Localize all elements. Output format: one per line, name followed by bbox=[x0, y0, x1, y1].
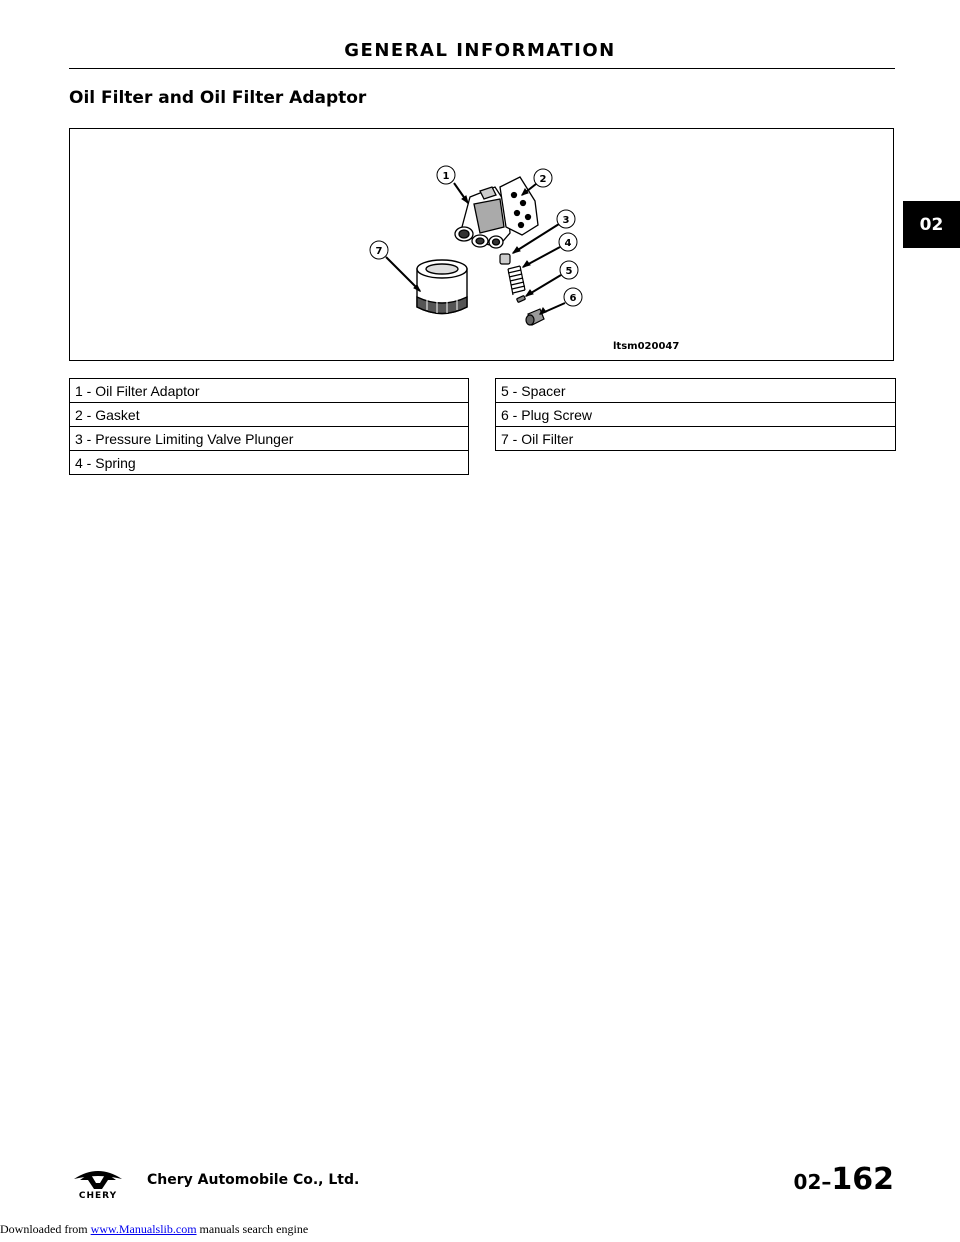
legend-table-right bbox=[495, 378, 896, 451]
section-tab[interactable]: 02 bbox=[903, 201, 960, 248]
callout-label-1: 1 bbox=[442, 171, 450, 182]
valve-plunger-drawing bbox=[500, 254, 510, 264]
callout-label-6: 6 bbox=[569, 293, 577, 304]
legend-item: 7 - Oil Filter bbox=[496, 427, 896, 451]
callout-label-5: 5 bbox=[565, 266, 573, 277]
header-divider bbox=[69, 68, 895, 69]
figure-id: ltsm020047 bbox=[613, 341, 680, 352]
legend-item: 5 - Spacer bbox=[496, 379, 896, 403]
legend-row bbox=[70, 379, 469, 403]
footer-company: Chery Automobile Co., Ltd. bbox=[147, 1172, 360, 1188]
callout-arrow-3 bbox=[513, 247, 520, 253]
legend-row bbox=[496, 427, 896, 451]
chery-logo bbox=[68, 1165, 128, 1204]
callout-arrow-4 bbox=[523, 261, 530, 267]
section-title: Oil Filter and Oil Filter Adaptor bbox=[69, 88, 367, 108]
legend-item: 3 - Pressure Limiting Valve Plunger bbox=[70, 427, 469, 451]
legend-row bbox=[70, 451, 469, 475]
manualslib-link[interactable]: www.Manualslib.com bbox=[90, 1222, 197, 1236]
header-title: GENERAL INFORMATION bbox=[344, 40, 616, 61]
oil-filter-drawing bbox=[417, 260, 467, 314]
logo-wordmark: CHERY bbox=[78, 1191, 118, 1199]
legend-row bbox=[496, 379, 896, 403]
page-section: 02– bbox=[793, 1170, 832, 1194]
legend-item: 1 - Oil Filter Adaptor bbox=[70, 379, 469, 403]
exploded-view-illustration bbox=[70, 129, 895, 362]
callout-label-3: 3 bbox=[562, 215, 570, 226]
spring-drawing bbox=[508, 266, 525, 295]
callout-label-2: 2 bbox=[539, 174, 547, 185]
spacer-drawing bbox=[517, 295, 526, 302]
callout-arrow-5 bbox=[526, 290, 533, 296]
page-number bbox=[794, 1162, 894, 1197]
legend-row bbox=[496, 403, 896, 427]
legend-item: 2 - Gasket bbox=[70, 403, 469, 427]
legend-item: 6 - Plug Screw bbox=[496, 403, 896, 427]
callout-label-7: 7 bbox=[375, 246, 383, 257]
exploded-view-figure bbox=[69, 128, 894, 361]
download-notice bbox=[0, 1222, 308, 1237]
download-prefix: Downloaded from bbox=[0, 1222, 91, 1236]
callout-leader-7 bbox=[386, 257, 420, 291]
page-num: 162 bbox=[831, 1162, 894, 1197]
callout-label-4: 4 bbox=[564, 238, 572, 249]
download-suffix: manuals search engine bbox=[196, 1222, 309, 1236]
legend-row bbox=[70, 403, 469, 427]
legend-item: 4 - Spring bbox=[70, 451, 469, 475]
legend-row bbox=[70, 427, 469, 451]
legend-table-left bbox=[69, 378, 469, 475]
